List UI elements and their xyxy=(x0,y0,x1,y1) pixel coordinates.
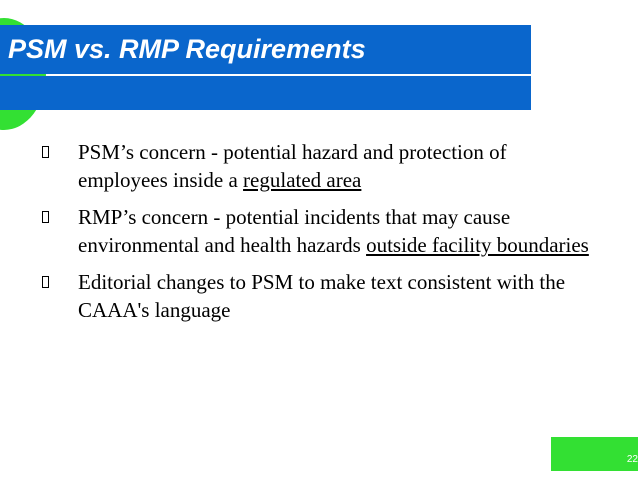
bullet-item-rmp-concern xyxy=(40,203,600,259)
bullet-text-part: PSM’s concern - potential hazard and protection of employees inside a xyxy=(78,140,507,192)
bullet-text xyxy=(78,205,589,257)
bullet-text-part: Editorial changes to PSM to make text consistent with the CAAA's language xyxy=(78,270,566,322)
square-bullet-icon xyxy=(42,211,49,223)
bullet-text xyxy=(78,270,565,322)
slide-title: PSM vs. RMP Requirements xyxy=(8,34,366,64)
bullet-text xyxy=(78,140,507,192)
page-number-box xyxy=(551,437,638,471)
bullet-list xyxy=(40,138,600,333)
bullet-item-editorial-changes xyxy=(40,268,600,324)
title-bar-lower-band xyxy=(0,76,531,110)
bullet-text-underlined: outside facility boundaries xyxy=(366,233,589,257)
bullet-text-part: RMP’s concern - potential incidents that may cause environmental and health hazards xyxy=(78,205,511,257)
square-bullet-icon xyxy=(42,146,49,158)
square-bullet-icon xyxy=(42,276,49,288)
bullet-item-psm-concern xyxy=(40,138,600,194)
page-number: 22 xyxy=(626,454,638,465)
bullet-text-underlined: regulated area xyxy=(243,168,362,192)
